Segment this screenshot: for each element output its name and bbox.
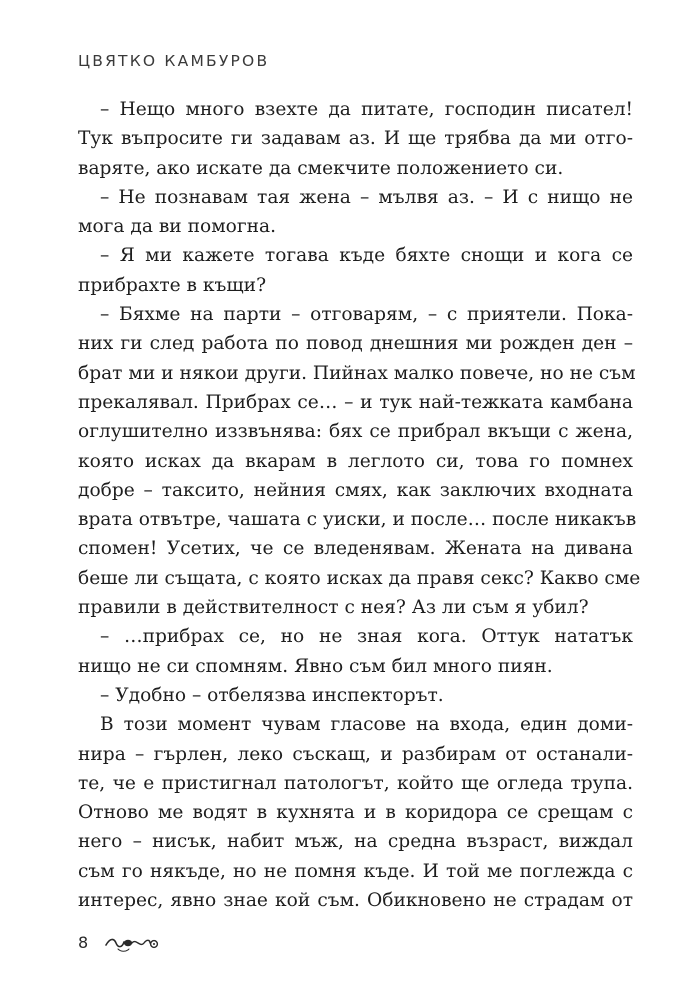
text-line: беше ли същата, с която исках да правя секс? Какво сме: [78, 567, 641, 589]
text-line: – …прибрах се, но не зная кога. Оттук нататък: [100, 626, 633, 648]
running-header: ЦВЯТКО КАМБУРОВ: [78, 52, 270, 70]
text-line: Отново ме водят в кухнята и в коридора се срещам с: [78, 802, 633, 824]
text-line: добре – таксито, нейния смях, как заключих входната: [78, 479, 633, 501]
swirl-ornament-icon: [104, 932, 162, 958]
text-line: която исках да вкарам в леглото си, това го помнех: [78, 450, 633, 472]
text-line: мога да ви помогна.: [78, 216, 276, 238]
text-line: прибрахте в къщи?: [78, 274, 267, 296]
page-footer: [78, 930, 278, 956]
text-line: брат ми и някои други. Пийнах малко повече, но не съм: [78, 362, 636, 384]
text-line: врата отвътре, чашата с уиски, и после… после никакъв: [78, 509, 637, 531]
text-line: правили в действителност с нея? Аз ли съм я убил?: [78, 597, 589, 619]
text-line: – Я ми кажете тогава къде бяхте снощи и кога се: [100, 245, 633, 267]
text-line: нира – гърлен, леко съскащ, и разбирам от останали-: [78, 743, 633, 765]
text-line: оглушително иззвънява: бях се прибрал вкъщи с жена,: [78, 421, 633, 443]
text-line: В този момент чувам гласове на входа, един доми-: [100, 714, 633, 736]
text-line: – Удобно – отбелязва инспекторът.: [100, 684, 444, 706]
text-line: них ги след работа по повод днешния ми рожден ден –: [78, 333, 633, 355]
page-number: 8: [78, 933, 89, 952]
body-text: [78, 95, 641, 915]
text-line: – Не познавам тая жена – мълвя аз. – И с нищо не: [100, 186, 633, 208]
text-line: – Бяхме на парти – отговарям, – с приятели. Пока-: [100, 304, 633, 326]
text-line: интерес, явно знае кой съм. Обикновено не страдам от: [78, 890, 633, 912]
text-line: него – нисък, набит мъж, на средна възраст, виждал: [78, 831, 633, 853]
text-line: спомен! Усетих, че се вледенявам. Жената на дивана: [78, 538, 633, 560]
text-line: нищо не си спомням. Явно съм бил много пиян.: [78, 655, 553, 677]
text-line: съм го някъде, но не помня къде. И той ме поглежда с: [78, 860, 633, 882]
text-line: варяте, ако искате да смекчите положението си.: [78, 157, 564, 179]
text-line: прекалявал. Прибрах се… – и тук най-тежката камбана: [78, 391, 633, 413]
text-line: Тук въпросите ги задавам аз. И ще трябва да ми отго-: [78, 128, 633, 150]
text-line: те, че е пристигнал патологът, който ще огледа трупа.: [78, 772, 633, 794]
text-line: – Нещо много взехте да питате, господин писател!: [100, 99, 633, 120]
